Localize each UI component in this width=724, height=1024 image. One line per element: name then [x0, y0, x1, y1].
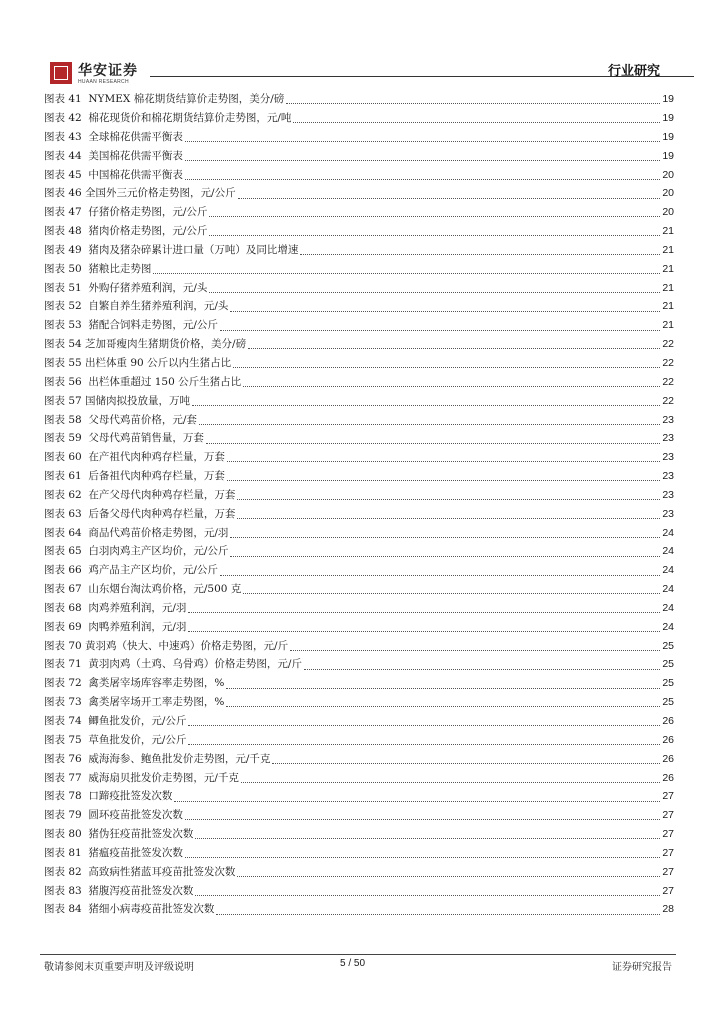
toc-entry-label: 图表 62 在产父母代肉种鸡存栏量，万套 [44, 488, 236, 501]
toc-entry-page: 25 [662, 677, 674, 690]
toc-leader-dots [185, 848, 660, 858]
toc-entry-page: 24 [662, 583, 674, 596]
toc-entry-page: 26 [662, 715, 674, 728]
toc-leader-dots [304, 660, 660, 670]
toc-leader-dots [206, 434, 660, 444]
toc-leader-dots [248, 339, 660, 349]
toc-entry-page: 26 [662, 752, 674, 765]
toc-leader-dots [209, 226, 660, 236]
toc-entry-label: 图表 75 草鱼批发价，元/公斤 [44, 733, 187, 746]
toc-entry[interactable] [44, 373, 674, 392]
toc-leader-dots [199, 415, 660, 425]
toc-entry-page: 20 [662, 187, 674, 200]
toc-entry-label: 图表 64 商品代鸡苗价格走势图，元/羽 [44, 526, 229, 539]
toc-entry-label: 图表 69 肉鸭养殖利润，元/羽 [44, 620, 187, 633]
toc-entry-label: 图表 50 猪粮比走势图 [44, 262, 152, 275]
toc-entry-page: 23 [662, 470, 674, 483]
toc-entry[interactable] [44, 806, 674, 825]
toc-entry[interactable] [44, 881, 674, 900]
toc-entry-label: 图表 53 猪配合饲料走势图，元/公斤 [44, 319, 218, 332]
toc-entry-label: 图表 51 外购仔猪养殖利润，元/头 [44, 281, 208, 294]
toc-entry[interactable] [44, 392, 674, 411]
toc-leader-dots [195, 886, 660, 896]
toc-leader-dots [216, 905, 660, 915]
toc-entry-page: 21 [662, 262, 674, 275]
toc-entry-label: 图表 48 猪肉价格走势图，元/公斤 [44, 225, 208, 238]
toc-entry-label: 图表 60 在产祖代肉种鸡存栏量，万套 [44, 451, 225, 464]
toc-entry-page: 23 [662, 413, 674, 426]
toc-leader-dots [233, 358, 660, 368]
toc-entry-label: 图表 58 父母代鸡苗价格，元/套 [44, 413, 197, 426]
toc-entry-label: 图表 41 NYMEX 棉花期货结算价走势图，美分/磅 [44, 93, 285, 106]
toc-entry-page: 22 [662, 338, 674, 351]
toc-entry[interactable] [44, 165, 674, 184]
toc-entry-page: 19 [662, 112, 674, 125]
toc-entry-page: 19 [662, 93, 674, 106]
toc-entry-label: 图表 82 高致病性猪蓝耳疫苗批签发次数 [44, 865, 236, 878]
toc-entry-label: 图表 56 出栏体重超过 150 公斤生猪占比 [44, 375, 242, 388]
toc-entry-label: 图表 68 肉鸡养殖利润，元/羽 [44, 601, 187, 614]
toc-leader-dots [220, 566, 660, 576]
toc-entry[interactable] [44, 467, 674, 486]
toc-entry-page: 23 [662, 432, 674, 445]
toc-entry-label: 图表 57 国储肉拟投放量，万吨 [44, 394, 191, 407]
toc-entry-page: 24 [662, 526, 674, 539]
toc-entry-page: 21 [662, 300, 674, 313]
toc-entry-page: 23 [662, 488, 674, 501]
toc-entry-label: 图表 72 禽类屠宰场库容率走势图，% [44, 677, 225, 690]
footer-disclaimer: 敬请参阅末页重要声明及评级说明 [44, 962, 194, 973]
toc-entry-label: 图表 76 威海海参、鲍鱼批发价走势图，元/千克 [44, 752, 271, 765]
toc-entry-label: 图表 66 鸡产品主产区均价，元/公斤 [44, 564, 218, 577]
toc-entry-page: 25 [662, 639, 674, 652]
toc-entry-label: 图表 59 父母代鸡苗销售量，万套 [44, 432, 204, 445]
toc-entry[interactable] [44, 429, 674, 448]
toc-entry-page: 20 [662, 206, 674, 219]
toc-entry-page: 20 [662, 168, 674, 181]
toc-leader-dots [185, 170, 660, 180]
toc-leader-dots [243, 584, 660, 594]
toc-entry-page: 22 [662, 375, 674, 388]
toc-entry[interactable] [44, 787, 674, 806]
toc-entry-page: 24 [662, 620, 674, 633]
toc-entry[interactable] [44, 844, 674, 863]
logo-text-en: HUAAN RESEARCH [78, 79, 129, 85]
logo-text-cn: 华安证券 [78, 63, 138, 79]
toc-entry-label: 图表 67 山东烟台淘汰鸡价格，元/500 克 [44, 583, 242, 596]
toc-leader-dots [188, 716, 660, 726]
toc-entry-label: 图表 70 黄羽鸡（快大、中速鸡）价格走势图，元/斤 [44, 639, 289, 652]
toc-entry-page: 27 [662, 865, 674, 878]
toc-entry[interactable] [44, 674, 674, 693]
toc-leader-dots [192, 396, 660, 406]
toc-leader-dots [238, 189, 661, 199]
toc-entry-label: 图表 78 口蹄疫批签发次数 [44, 790, 173, 803]
toc-entry[interactable] [44, 750, 674, 769]
toc-entry[interactable] [44, 561, 674, 580]
toc-leader-dots [237, 867, 660, 877]
toc-leader-dots [188, 603, 660, 613]
toc-leader-dots [185, 810, 660, 820]
toc-entry-page: 23 [662, 451, 674, 464]
toc-leader-dots [237, 509, 660, 519]
toc-entry[interactable] [44, 825, 674, 844]
toc-entry[interactable] [44, 128, 674, 147]
toc-entry[interactable] [44, 241, 674, 260]
toc-entry[interactable] [44, 618, 674, 637]
toc-leader-dots [209, 207, 660, 217]
toc-leader-dots [290, 641, 660, 651]
table-of-figures [44, 90, 674, 919]
toc-entry-label: 图表 83 猪腹泻疫苗批签发次数 [44, 884, 194, 897]
toc-entry-label: 图表 63 后备父母代肉种鸡存栏量，万套 [44, 507, 236, 520]
toc-entry-label: 图表 80 猪伪狂疫苗批签发次数 [44, 828, 194, 841]
toc-entry-label: 图表 74 鲫鱼批发价，元/公斤 [44, 715, 187, 728]
toc-entry[interactable] [44, 335, 674, 354]
toc-entry-label: 图表 61 后备祖代肉种鸡存栏量，万套 [44, 470, 225, 483]
page-indicator: 5 / 50 [340, 958, 366, 969]
toc-entry[interactable] [44, 203, 674, 222]
toc-entry-page: 21 [662, 225, 674, 238]
toc-entry[interactable] [44, 316, 674, 335]
toc-entry[interactable] [44, 863, 674, 882]
toc-entry-page: 27 [662, 828, 674, 841]
toc-entry-page: 25 [662, 658, 674, 671]
toc-leader-dots [185, 151, 660, 161]
toc-entry-label: 图表 77 威海扇贝批发价走势图，元/千克 [44, 771, 239, 784]
toc-entry[interactable] [44, 410, 674, 429]
toc-leader-dots [227, 471, 660, 481]
toc-entry-page: 24 [662, 601, 674, 614]
toc-leader-dots [286, 94, 660, 104]
toc-entry-label: 图表 54 芝加哥瘦肉生猪期货价格，美分/磅 [44, 338, 247, 351]
toc-entry[interactable] [44, 505, 674, 524]
toc-leader-dots [185, 132, 660, 142]
toc-entry-label: 图表 47 仔猪价格走势图，元/公斤 [44, 206, 208, 219]
toc-entry-page: 19 [662, 130, 674, 143]
toc-leader-dots [209, 283, 660, 293]
toc-entry-page: 19 [662, 149, 674, 162]
toc-entry[interactable] [44, 147, 674, 166]
toc-entry-page: 24 [662, 545, 674, 558]
toc-entry-label: 图表 42 棉花现货价和棉花期货结算价走势图，元/吨 [44, 112, 292, 125]
toc-entry[interactable] [44, 542, 674, 561]
toc-entry-label: 图表 52 自繁自养生猪养殖利润，元/头 [44, 300, 229, 313]
report-type: 证券研究报告 [612, 962, 672, 973]
toc-entry[interactable] [44, 278, 674, 297]
toc-entry-label: 图表 79 圆环疫苗批签发次数 [44, 809, 183, 822]
footer-divider [40, 954, 676, 955]
toc-entry[interactable] [44, 655, 674, 674]
section-title: 行业研究 [607, 64, 660, 79]
toc-entry-label: 图表 84 猪细小病毒疫苗批签发次数 [44, 903, 215, 916]
toc-entry-page: 24 [662, 564, 674, 577]
toc-entry[interactable] [44, 580, 674, 599]
toc-entry[interactable] [44, 486, 674, 505]
toc-entry-label: 图表 45 中国棉花供需平衡表 [44, 168, 183, 181]
toc-entry-page: 21 [662, 319, 674, 332]
toc-entry-page: 27 [662, 884, 674, 897]
toc-leader-dots [220, 321, 660, 331]
toc-leader-dots [195, 829, 660, 839]
toc-leader-dots [174, 792, 660, 802]
toc-entry[interactable] [44, 184, 674, 203]
company-logo-icon [50, 62, 72, 84]
toc-entry[interactable] [44, 222, 674, 241]
toc-entry-label: 图表 46 全国外三元价格走势图，元/公斤 [44, 187, 236, 200]
toc-entry-page: 23 [662, 507, 674, 520]
toc-entry-page: 22 [662, 356, 674, 369]
toc-entry-page: 26 [662, 733, 674, 746]
toc-entry[interactable] [44, 731, 674, 750]
page-header [40, 52, 680, 85]
toc-entry[interactable] [44, 354, 674, 373]
toc-entry[interactable] [44, 712, 674, 731]
toc-entry-page: 25 [662, 696, 674, 709]
toc-entry[interactable] [44, 297, 674, 316]
toc-entry-page: 21 [662, 243, 674, 256]
toc-leader-dots [300, 245, 660, 255]
toc-leader-dots [237, 490, 660, 500]
toc-leader-dots [230, 528, 660, 538]
toc-entry[interactable] [44, 693, 674, 712]
toc-entry[interactable] [44, 523, 674, 542]
toc-entry[interactable] [44, 900, 674, 919]
toc-leader-dots [230, 302, 660, 312]
toc-entry[interactable] [44, 599, 674, 618]
toc-leader-dots [188, 622, 660, 632]
toc-leader-dots [241, 773, 660, 783]
toc-entry-page: 27 [662, 809, 674, 822]
toc-entry-label: 图表 44 美国棉花供需平衡表 [44, 149, 183, 162]
toc-leader-dots [230, 547, 660, 557]
toc-leader-dots [153, 264, 660, 274]
toc-entry-page: 27 [662, 846, 674, 859]
toc-entry-page: 22 [662, 394, 674, 407]
toc-leader-dots [227, 452, 660, 462]
toc-entry-label: 图表 49 猪肉及猪杂碎累计进口量（万吨）及同比增速 [44, 243, 299, 256]
toc-entry-page: 28 [662, 903, 674, 916]
toc-entry-page: 26 [662, 771, 674, 784]
toc-entry-label: 图表 81 猪瘟疫苗批签发次数 [44, 846, 183, 859]
toc-leader-dots [226, 679, 660, 689]
toc-entry-label: 图表 73 禽类屠宰场开工率走势图，% [44, 696, 225, 709]
toc-entry[interactable] [44, 636, 674, 655]
toc-entry-page: 21 [662, 281, 674, 294]
toc-entry-label: 图表 65 白羽肉鸡主产区均价，元/公斤 [44, 545, 229, 558]
toc-entry[interactable] [44, 768, 674, 787]
toc-leader-dots [243, 377, 660, 387]
toc-entry[interactable] [44, 260, 674, 279]
toc-entry-label: 图表 71 黄羽肉鸡（土鸡、乌骨鸡）价格走势图，元/斤 [44, 658, 302, 671]
toc-entry[interactable] [44, 90, 674, 109]
toc-entry-page: 27 [662, 790, 674, 803]
toc-leader-dots [272, 754, 660, 764]
toc-leader-dots [188, 735, 660, 745]
toc-entry[interactable] [44, 448, 674, 467]
toc-leader-dots [226, 697, 660, 707]
toc-entry-label: 图表 43 全球棉花供需平衡表 [44, 130, 183, 143]
toc-leader-dots [293, 113, 660, 123]
toc-entry[interactable] [44, 109, 674, 128]
toc-entry-label: 图表 55 出栏体重 90 公斤以内生猪占比 [44, 356, 232, 369]
